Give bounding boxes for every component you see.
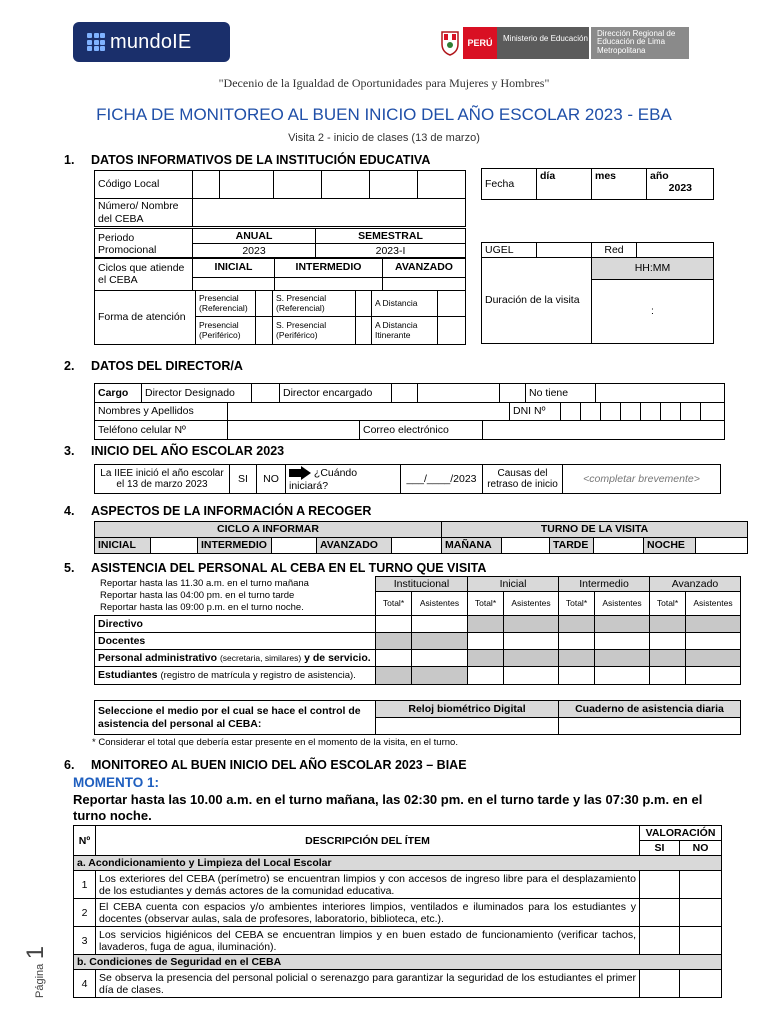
descripcion-header: DESCRIPCIÓN DEL ÍTEM bbox=[96, 826, 640, 856]
s-presencial-per-label: S. Presencial (Periférico) bbox=[273, 317, 356, 345]
shaded-cell bbox=[595, 650, 650, 667]
manana-check[interactable] bbox=[502, 538, 550, 554]
turno-visita-header: TURNO DE LA VISITA bbox=[442, 522, 748, 538]
dni-digit[interactable] bbox=[661, 403, 681, 421]
inicial-check[interactable] bbox=[151, 538, 198, 554]
count-cell[interactable] bbox=[559, 633, 595, 650]
item-description: Los exteriores del CEBA (perímetro) se encuentran limpios y con accesos de ingreso libre para el desplazamiento de los estudiantes y demás actores de la comunidad educativa. bbox=[96, 871, 640, 899]
cuaderno-option[interactable]: Cuaderno de asistencia diaria bbox=[559, 701, 741, 718]
telefono-table bbox=[94, 420, 725, 440]
telefono-label: Teléfono celular Nº bbox=[95, 421, 228, 440]
direccion-label: Dirección Regional de Educación de Lima Metropolitana bbox=[591, 27, 689, 59]
shaded-cell bbox=[412, 667, 468, 685]
ciclo-avanzado-check[interactable] bbox=[383, 278, 466, 291]
dni-digit[interactable] bbox=[681, 403, 701, 421]
encargado-check[interactable] bbox=[392, 384, 418, 403]
asistencia-table bbox=[94, 576, 741, 685]
inicio-table bbox=[94, 464, 721, 494]
cargo-label: Cargo bbox=[95, 384, 142, 403]
item-si-check[interactable] bbox=[640, 871, 680, 899]
si-header: SI bbox=[640, 841, 680, 856]
reportar-spacer bbox=[95, 577, 376, 616]
section-6-heading: 6. MONITOREO AL BUEN INICIO DEL AÑO ESCOLAR 2023 – BIAE bbox=[64, 758, 467, 772]
shaded-cell bbox=[650, 616, 686, 633]
fecha-table bbox=[481, 168, 714, 200]
inicial-header: Inicial bbox=[468, 577, 559, 592]
dia-field[interactable]: día bbox=[537, 169, 592, 200]
ciclo-inicial: INICIAL bbox=[193, 258, 275, 278]
no-option[interactable]: NO bbox=[257, 465, 286, 494]
dni-label: DNI Nº bbox=[510, 403, 561, 421]
institucional-header: Institucional bbox=[376, 577, 468, 592]
codigo-cell[interactable] bbox=[322, 171, 370, 199]
item-si-check[interactable] bbox=[640, 927, 680, 955]
presencial-ref-label: Presencial (Referencial) bbox=[196, 291, 256, 317]
semestral-value: 2023-I bbox=[316, 244, 466, 259]
arrow-right-icon bbox=[289, 467, 311, 479]
page-number: 1 bbox=[22, 945, 49, 960]
momento-label: MOMENTO 1: bbox=[73, 775, 160, 790]
count-cell[interactable] bbox=[595, 633, 650, 650]
forma-table bbox=[94, 290, 466, 345]
grid-icon bbox=[87, 33, 105, 51]
ciclo-avanzado: AVANZADO bbox=[383, 258, 466, 278]
peru-label: PERÚ bbox=[463, 27, 497, 59]
page-title: FICHA DE MONITOREO AL BUEN INICIO DEL AÑO ESCOLAR 2023 - EBA bbox=[96, 105, 672, 124]
docentes-label: Docentes bbox=[95, 633, 376, 650]
item-no-check[interactable] bbox=[680, 970, 722, 998]
valoracion-header: VALORACIÓN bbox=[640, 826, 722, 841]
sec-a-header: a. Acondicionamiento y Limpieza del Local Escolar bbox=[74, 856, 722, 871]
decenio-text: "Decenio de la Igualdad de Oportunidades para Mujeres y Hombres" bbox=[218, 76, 550, 90]
fecha-label: Fecha bbox=[482, 169, 537, 200]
ugel-label: UGEL bbox=[482, 243, 537, 258]
causas-input[interactable]: <completar brevemente> bbox=[563, 465, 721, 494]
anual-value: 2023 bbox=[193, 244, 316, 259]
item-number: 4 bbox=[74, 970, 96, 998]
section-4-heading: 4. ASPECTOS DE LA INFORMACIÓN A RECOGER bbox=[64, 504, 372, 518]
total-header: Total* bbox=[376, 592, 412, 616]
item-no-check[interactable] bbox=[680, 899, 722, 927]
presencial-ref-check[interactable] bbox=[256, 291, 273, 317]
telefono-input[interactable] bbox=[228, 421, 360, 440]
shaded-cell bbox=[504, 616, 559, 633]
a-distancia-it-label: A Distancia Itinerante bbox=[372, 317, 438, 345]
dni-digit[interactable] bbox=[641, 403, 661, 421]
control-asistencia-table bbox=[94, 700, 741, 735]
avanzado-label: AVANZADO bbox=[317, 538, 392, 554]
reloj-option[interactable]: Reloj biométrico Digital bbox=[376, 701, 559, 718]
cuando-cell bbox=[286, 465, 401, 494]
item-description: Se observa la presencia del personal policial o serenazgo para garantizar la seguridad de los estudiantes el primer día de clases. bbox=[96, 970, 640, 998]
a-distancia-it-check[interactable] bbox=[438, 317, 466, 345]
avanzado-header: Avanzado bbox=[650, 577, 741, 592]
item-si-check[interactable] bbox=[640, 970, 680, 998]
dni-digit[interactable] bbox=[701, 403, 725, 421]
aspectos-table bbox=[94, 521, 748, 554]
personal-label: Personal administrativo (secretaria, similares) y de servicio. bbox=[95, 650, 376, 667]
reportar-manana: Reportar hasta las 11.30 a.m. en el turno mañana bbox=[100, 578, 309, 589]
nombres-table bbox=[94, 402, 725, 421]
count-cell[interactable] bbox=[686, 633, 741, 650]
total-header: Total* bbox=[559, 592, 595, 616]
count-cell[interactable] bbox=[650, 633, 686, 650]
count-cell[interactable] bbox=[559, 667, 595, 685]
count-cell[interactable] bbox=[376, 650, 412, 667]
directivo-label: Directivo bbox=[95, 616, 376, 633]
codigo-cell[interactable] bbox=[274, 171, 322, 199]
avanzado-check[interactable] bbox=[392, 538, 442, 554]
shaded-cell bbox=[468, 616, 504, 633]
ministerio-label: Ministerio de Educación bbox=[497, 27, 589, 59]
shaded-cell bbox=[376, 633, 412, 650]
ciclo-intermedio-check[interactable] bbox=[275, 278, 383, 291]
section-1-heading: 1. DATOS INFORMATIVOS DE LA INSTITUCIÓN EDUCATIVA bbox=[64, 153, 431, 167]
codigo-cell[interactable] bbox=[370, 171, 418, 199]
page-number-footer bbox=[22, 938, 62, 998]
correo-input[interactable] bbox=[483, 421, 725, 440]
no-header: NO bbox=[680, 841, 722, 856]
shaded-cell bbox=[559, 616, 595, 633]
blank-cell[interactable] bbox=[500, 384, 526, 403]
dni-digit[interactable] bbox=[601, 403, 621, 421]
shaded-cell bbox=[686, 650, 741, 667]
item-si-check[interactable] bbox=[640, 899, 680, 927]
sec-b-header: b. Condiciones de Seguridad en el CEBA bbox=[74, 955, 722, 970]
duracion-label: Duración de la visita bbox=[482, 258, 592, 344]
shaded-cell bbox=[376, 667, 412, 685]
fecha-inicio-input[interactable]: ___/____/2023 bbox=[401, 465, 483, 494]
no-tiene-check[interactable] bbox=[596, 384, 725, 403]
reportar-noche: Reportar hasta las 09:00 p.m. en el turno noche. bbox=[100, 602, 304, 613]
government-logo bbox=[437, 27, 689, 59]
ciclos-table bbox=[94, 257, 466, 291]
red-label: Red bbox=[592, 243, 637, 258]
reloj-check[interactable] bbox=[376, 718, 559, 735]
reportar-tarde: Reportar hasta las 04:00 pm. en el turno tarde bbox=[100, 590, 295, 601]
red-input[interactable] bbox=[637, 243, 714, 258]
shield-icon bbox=[437, 27, 463, 59]
shaded-cell bbox=[412, 633, 468, 650]
periodo-table bbox=[94, 228, 466, 259]
shaded-cell bbox=[504, 650, 559, 667]
designado-label: Director Designado bbox=[142, 384, 252, 403]
seleccione-label: Seleccione el medio por el cual se hace el control de asistencia del personal al CEBA: bbox=[95, 701, 376, 735]
asistentes-header: Asistentes bbox=[412, 592, 468, 616]
item-number: 1 bbox=[74, 871, 96, 899]
item-description: El CEBA cuenta con espacios y/o ambientes interiores limpios, ventilados e iluminados para los estudiantes y docentes (observar aulas, sala de profesores, laboratorio, biblioteca, etc.). bbox=[96, 899, 640, 927]
semestral-label: SEMESTRAL bbox=[316, 229, 466, 244]
institution-table bbox=[94, 170, 466, 227]
nombres-input[interactable] bbox=[228, 403, 510, 421]
s-presencial-per-check[interactable] bbox=[356, 317, 372, 345]
si-option[interactable]: SI bbox=[230, 465, 257, 494]
item-number: 2 bbox=[74, 899, 96, 927]
count-cell[interactable] bbox=[595, 667, 650, 685]
s-presencial-ref-check[interactable] bbox=[356, 291, 372, 317]
nota-total: * Considerar el total que debería estar presente en el momento de la visita, en el turno. bbox=[92, 737, 458, 748]
shaded-cell bbox=[595, 616, 650, 633]
cuaderno-check[interactable] bbox=[559, 718, 741, 735]
dni-digit[interactable] bbox=[621, 403, 641, 421]
ciclo-intermedio: INTERMEDIO bbox=[275, 258, 383, 278]
estudiantes-label: Estudiantes (registro de matrícula y registro de asistencia). bbox=[95, 667, 376, 685]
pagina-label: Página bbox=[34, 963, 46, 998]
codigo-cell[interactable] bbox=[193, 171, 220, 199]
dni-digit[interactable] bbox=[581, 403, 601, 421]
biae-table bbox=[73, 825, 722, 998]
cuando-label: ¿Cuándo iniciará? bbox=[289, 466, 358, 492]
item-description: Los servicios higiénicos del CEBA se encuentran limpios y en buen estado de funcionamiento (verificar tachos, lavaderos, fuga de agua, iluminación). bbox=[96, 927, 640, 955]
encargado-blank[interactable] bbox=[418, 384, 500, 403]
section-2-heading: 2. DATOS DEL DIRECTOR/A bbox=[64, 359, 243, 373]
logo-text: mundoIE bbox=[110, 30, 192, 53]
designado-check[interactable] bbox=[252, 384, 280, 403]
inicio-text: La IIEE inició el año escolar el 13 de marzo 2023 bbox=[95, 465, 230, 494]
codigo-local-label: Código Local bbox=[95, 171, 193, 199]
dni-digit[interactable] bbox=[561, 403, 581, 421]
shaded-cell bbox=[559, 650, 595, 667]
asistentes-header: Asistentes bbox=[504, 592, 559, 616]
intermedio-label: INTERMEDIO bbox=[198, 538, 272, 554]
encargado-label: Director encargado bbox=[280, 384, 392, 403]
total-header: Total* bbox=[468, 592, 504, 616]
ciclo-inicial-check[interactable] bbox=[193, 278, 275, 291]
duracion-input[interactable]: : bbox=[592, 280, 714, 344]
item-no-check[interactable] bbox=[680, 927, 722, 955]
intermedio-header: Intermedio bbox=[559, 577, 650, 592]
count-cell[interactable] bbox=[650, 667, 686, 685]
total-header: Total* bbox=[650, 592, 686, 616]
correo-label: Correo electrónico bbox=[360, 421, 483, 440]
count-cell[interactable] bbox=[504, 667, 559, 685]
noche-check[interactable] bbox=[696, 538, 748, 554]
s-presencial-ref-label: S. Presencial (Referencial) bbox=[273, 291, 356, 317]
momento-reportar: Reportar hasta las 10.00 a.m. en el turno mañana, las 02:30 pm. en el turno tarde y las 07:30 p.m. en el turno noche. bbox=[73, 792, 703, 823]
nombres-label: Nombres y Apellidos bbox=[95, 403, 228, 421]
presencial-per-label: Presencial (Periférico) bbox=[196, 317, 256, 345]
count-cell[interactable] bbox=[412, 650, 468, 667]
shaded-cell bbox=[468, 650, 504, 667]
count-cell[interactable] bbox=[686, 667, 741, 685]
manana-label: MAÑANA bbox=[442, 538, 502, 554]
ciclo-informar-header: CICLO A INFORMAR bbox=[95, 522, 442, 538]
section-5-heading: 5. ASISTENCIA DEL PERSONAL AL CEBA EN EL TURNO QUE VISITA bbox=[64, 561, 487, 575]
a-distancia-check[interactable] bbox=[438, 291, 466, 317]
periodo-label: Periodo Promocional bbox=[95, 229, 193, 259]
noche-label: NOCHE bbox=[644, 538, 696, 554]
ciclos-label: Ciclos que atiende el CEBA bbox=[95, 258, 193, 291]
asistentes-header: Asistentes bbox=[595, 592, 650, 616]
anual-label: ANUAL bbox=[193, 229, 316, 244]
hhmm-label: HH:MM bbox=[592, 258, 714, 280]
numero-nombre-label: Número/ Nombre del CEBA bbox=[95, 199, 193, 227]
mes-field[interactable]: mes bbox=[592, 169, 647, 200]
forma-label: Forma de atención bbox=[95, 291, 196, 345]
intermedio-check[interactable] bbox=[272, 538, 317, 554]
a-distancia-label: A Distancia bbox=[372, 291, 438, 317]
item-number: 3 bbox=[74, 927, 96, 955]
numero-nombre-input[interactable] bbox=[193, 199, 466, 227]
shaded-cell bbox=[686, 616, 741, 633]
section-3-heading: 3. INICIO DEL AÑO ESCOLAR 2023 bbox=[64, 444, 285, 458]
anio-field[interactable]: año 2023 bbox=[647, 169, 714, 200]
tarde-label: TARDE bbox=[550, 538, 594, 554]
shaded-cell bbox=[650, 650, 686, 667]
count-cell[interactable] bbox=[412, 616, 468, 633]
no-tiene-label: No tiene bbox=[526, 384, 596, 403]
n-header: Nº bbox=[74, 826, 96, 856]
count-cell[interactable] bbox=[468, 633, 504, 650]
director-table bbox=[94, 383, 725, 403]
page-subtitle: Visita 2 - inicio de clases (13 de marzo) bbox=[288, 132, 480, 144]
duracion-table bbox=[481, 257, 714, 344]
asistentes-header: Asistentes bbox=[686, 592, 741, 616]
count-cell[interactable] bbox=[376, 616, 412, 633]
ugel-input[interactable] bbox=[537, 243, 592, 258]
mundoie-logo bbox=[73, 22, 230, 62]
item-no-check[interactable] bbox=[680, 871, 722, 899]
ugel-table bbox=[481, 242, 714, 258]
causas-label: Causas del retraso de inicio bbox=[483, 465, 563, 494]
codigo-cell[interactable] bbox=[418, 171, 466, 199]
inicial-label: INICIAL bbox=[95, 538, 151, 554]
codigo-cell[interactable] bbox=[220, 171, 274, 199]
count-cell[interactable] bbox=[468, 667, 504, 685]
presencial-per-check[interactable] bbox=[256, 317, 273, 345]
tarde-check[interactable] bbox=[594, 538, 644, 554]
count-cell[interactable] bbox=[504, 633, 559, 650]
